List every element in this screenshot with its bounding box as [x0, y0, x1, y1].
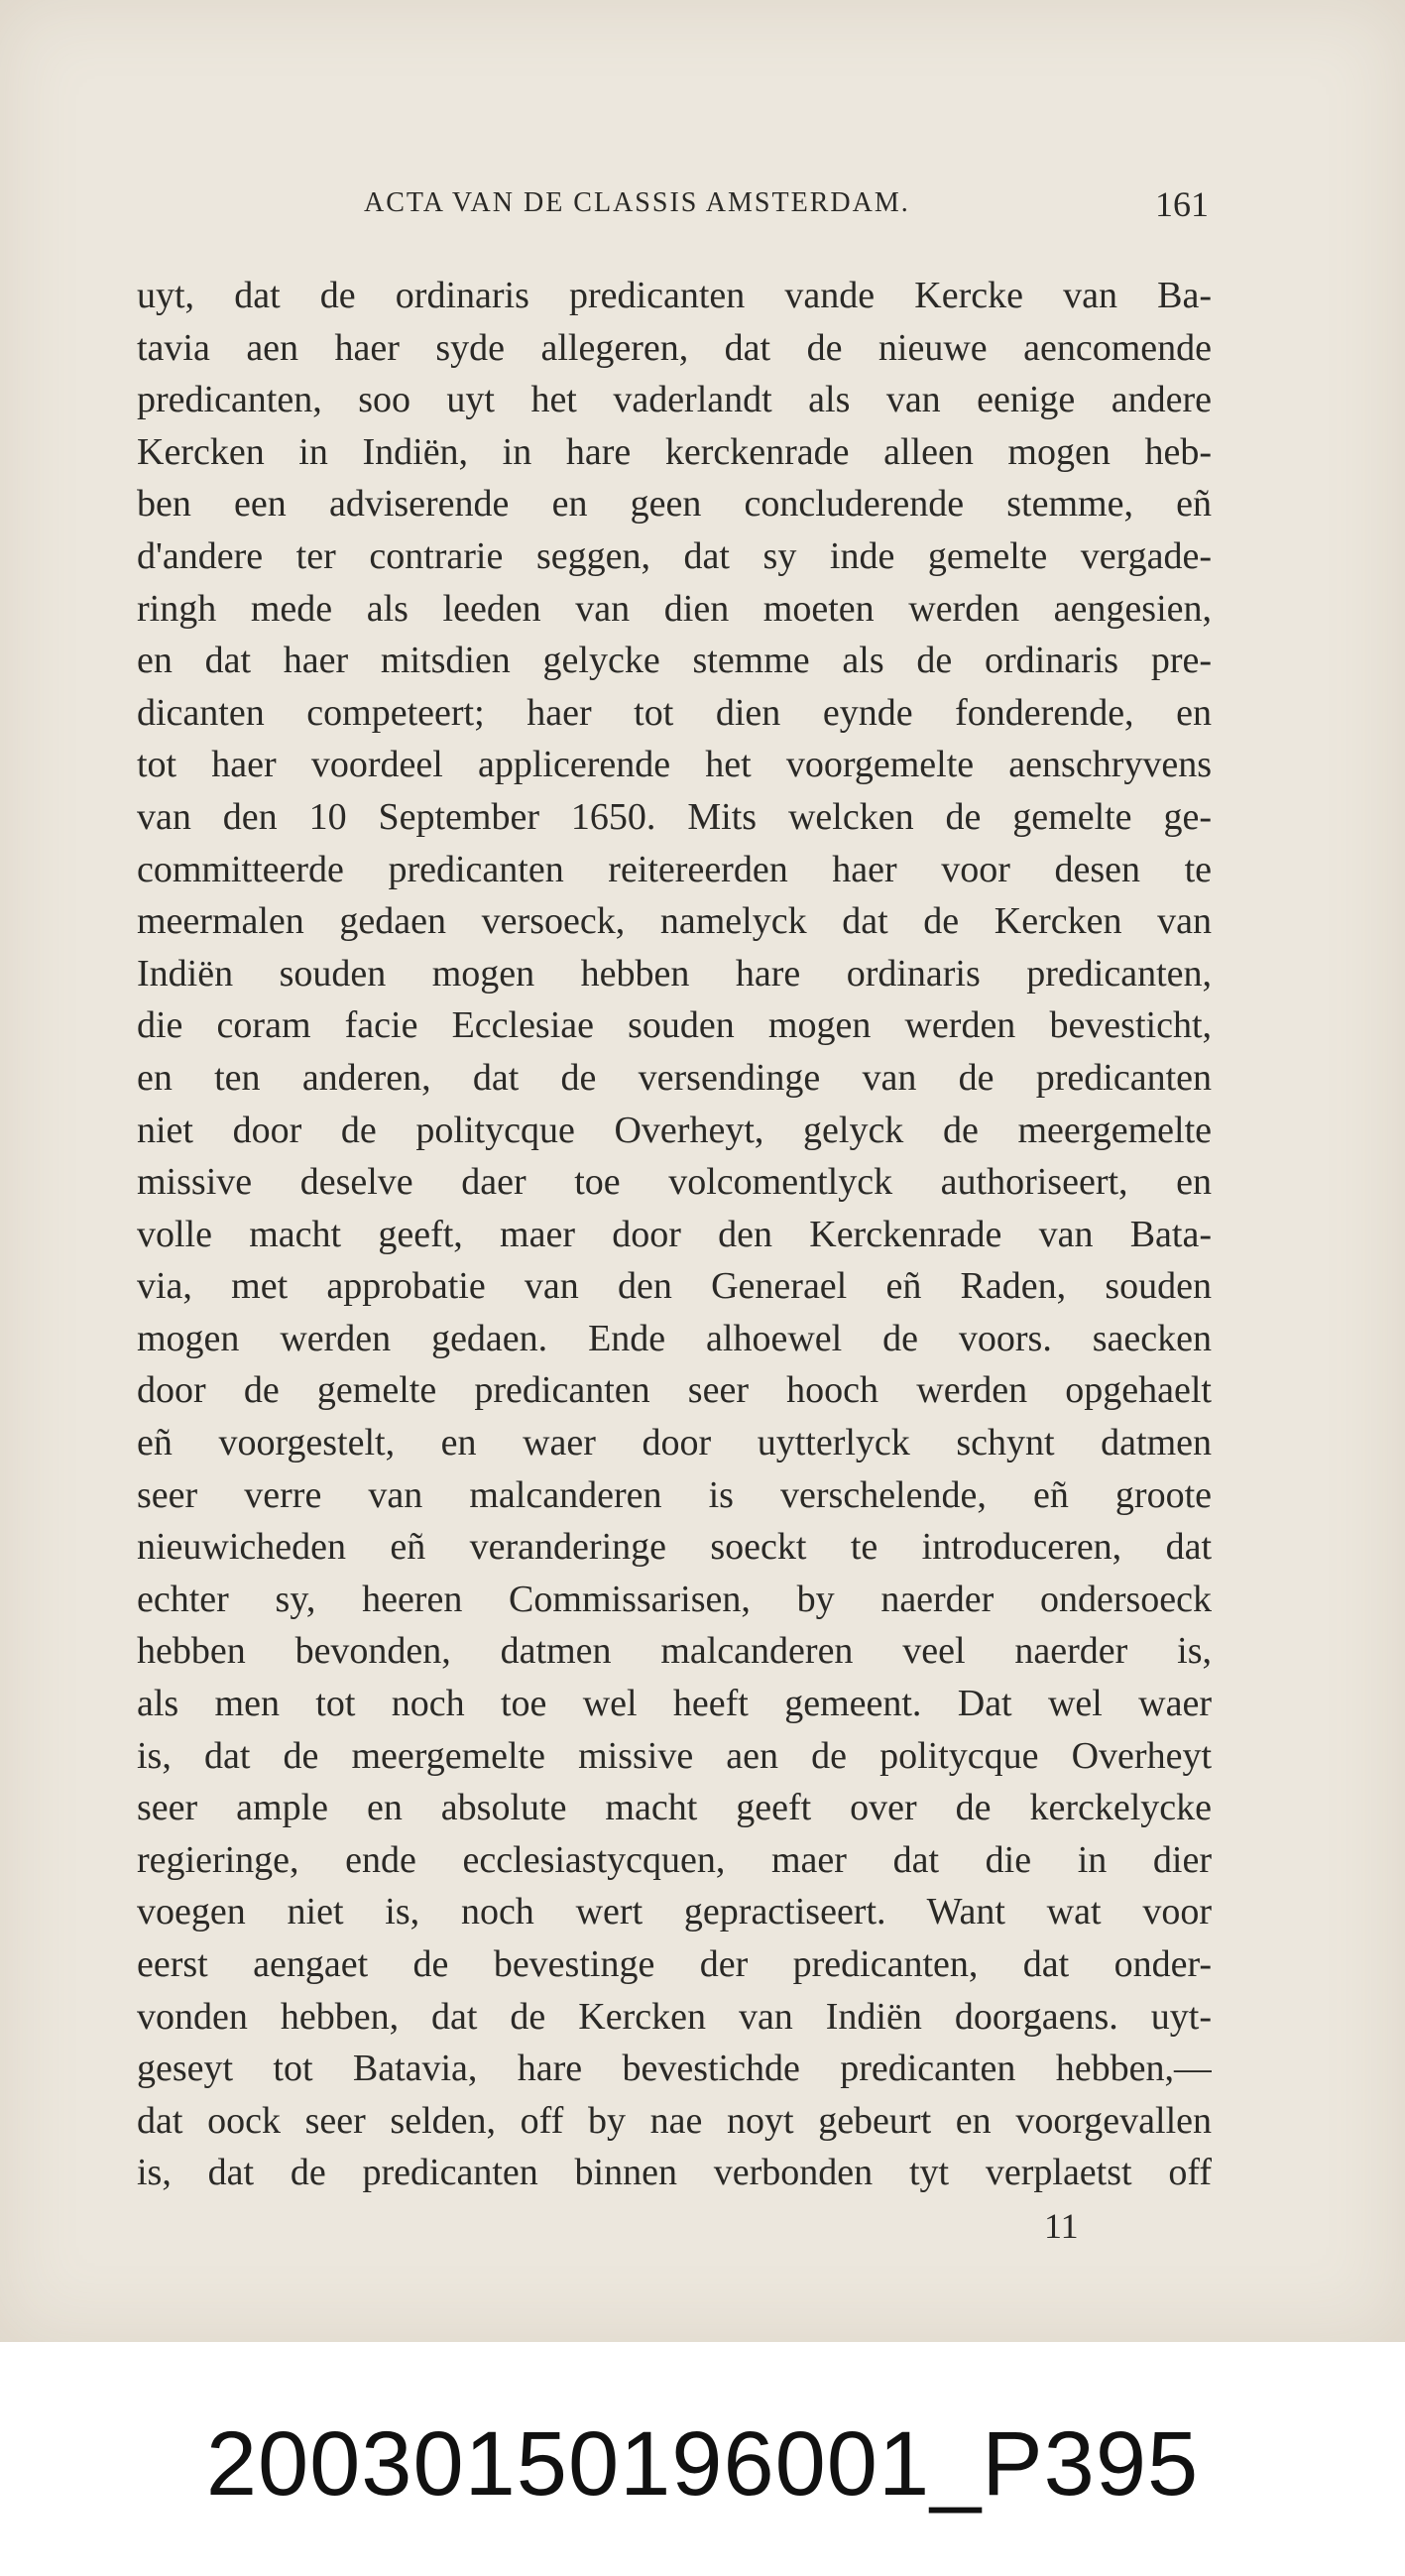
- text-line: tot haer voordeel applicerende het voorgemelte aenschryvens: [137, 744, 1212, 786]
- text-line: ben een adviserende en geen concluderende stemme, eñ: [137, 483, 1212, 526]
- text-line: committeerde predicanten reitereerden haer voor desen te: [137, 848, 1212, 890]
- page-number: 161: [1155, 184, 1209, 224]
- text-line: echter sy, heeren Commissarisen, by naerder ondersoeck: [137, 1578, 1212, 1620]
- running-head: [0, 183, 1405, 233]
- text-line: seer ample en absolute macht geeft over de kerckelycke: [137, 1787, 1212, 1829]
- text-line: is, dat de predicanten binnen verbonden tyt verplaetst off: [137, 2152, 1212, 2194]
- text-line: dat oock seer selden, off by nae noyt gebeurt en voorgevallen: [137, 2099, 1212, 2142]
- text-line: van den 10 September 1650. Mits welcken de gemelte ge-: [137, 795, 1212, 838]
- text-line: hebben bevonden, datmen malcanderen veel naerder is,: [137, 1630, 1212, 1673]
- text-line: die coram facie Ecclesiae souden mogen werden bevesticht,: [137, 1004, 1212, 1047]
- text-line: en dat haer mitsdien gelycke stemme als de ordinaris pre-: [137, 640, 1212, 682]
- text-line: mogen werden gedaen. Ende alhoewel de voors. saecken: [137, 1317, 1212, 1359]
- text-line: regieringe, ende ecclesiastycquen, maer dat die in dier: [137, 1838, 1212, 1881]
- text-line: missive deselve daer toe volcomentlyck authoriseert, en: [137, 1161, 1212, 1204]
- text-line: eñ voorgestelt, en waer door uytterlyck schynt datmen: [137, 1422, 1212, 1464]
- text-line: tavia aen haer syde allegeren, dat de nieuwe aencomende: [137, 326, 1212, 369]
- text-line: eerst aengaet de bevestinge der predicanten, dat onder-: [137, 1943, 1212, 1985]
- scan-id-label: 20030150196001_P395: [205, 2413, 1200, 2515]
- text-line: d'andere ter contrarie seggen, dat sy inde gemelte vergade-: [137, 534, 1212, 577]
- text-line: predicanten, soo uyt het vaderlandt als van eenige andere: [137, 379, 1212, 421]
- running-title: ACTA VAN DE CLASSIS AMSTERDAM.: [364, 187, 910, 218]
- text-line: niet door de politycque Overheyt, gelyck de meergemelte: [137, 1109, 1212, 1151]
- text-line: uyt, dat de ordinaris predicanten vande Kercke van Ba-: [137, 275, 1212, 316]
- text-line: vonden hebben, dat de Kercken van Indiën doorgaens. uyt-: [137, 1995, 1212, 2038]
- text-line: voegen niet is, noch wert gepractiseert. Want wat voor: [137, 1891, 1212, 1933]
- text-line: ringh mede als leeden van dien moeten werden aengesien,: [137, 587, 1212, 630]
- text-line: meermalen gedaen versoeck, namelyck dat de Kercken van: [137, 900, 1212, 943]
- text-line: door de gemelte predicanten seer hooch werden opgehaelt: [137, 1369, 1212, 1412]
- text-line: als men tot noch toe wel heeft gemeent. Dat wel waer: [137, 1683, 1212, 1725]
- text-line: geseyt tot Batavia, hare bevestichde predicanten hebben,—: [137, 2048, 1212, 2090]
- signature-mark: 11: [1044, 2206, 1079, 2246]
- text-line: volle macht geeft, maer door den Kerckenrade van Bata-: [137, 1213, 1212, 1255]
- text-line: dicanten competeert; haer tot dien eynde fonderende, en: [137, 691, 1212, 734]
- text-line: is, dat de meergemelte missive aen de politycque Overheyt: [137, 1734, 1212, 1777]
- text-line: Kercken in Indiën, in hare kerckenrade alleen mogen heb-: [137, 430, 1212, 473]
- text-line: Indiën souden mogen hebben hare ordinaris predicanten,: [137, 952, 1212, 995]
- body-text: [137, 270, 1212, 2199]
- text-line: seer verre van malcanderen is verschelende, eñ groote: [137, 1473, 1212, 1516]
- text-line: nieuwicheden eñ veranderinge soeckt te introduceren, dat: [137, 1526, 1212, 1569]
- text-line: via, met approbatie van den Generael eñ Raden, souden: [137, 1265, 1212, 1308]
- text-line: en ten anderen, dat de versendinge van de predicanten: [137, 1056, 1212, 1099]
